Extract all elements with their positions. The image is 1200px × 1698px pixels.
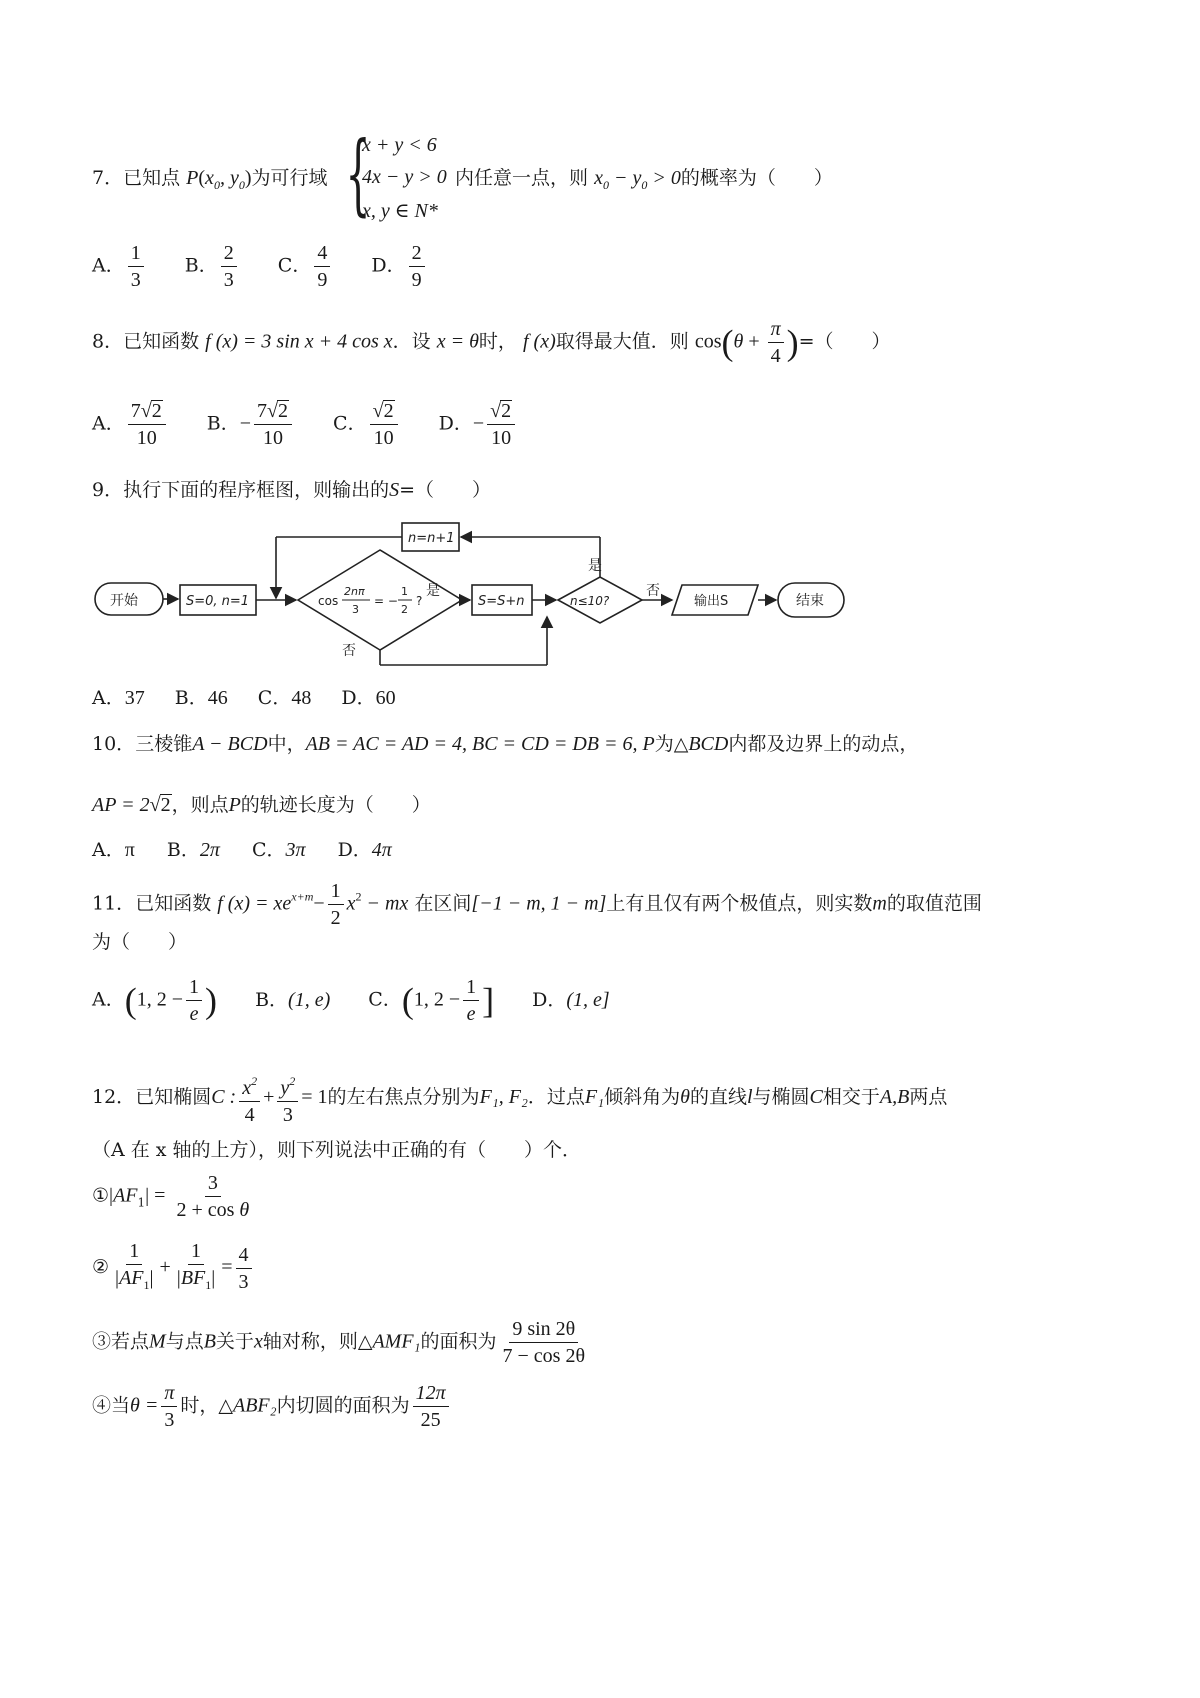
q10-option-c[interactable]: C．3π <box>251 839 306 861</box>
q9-option-b[interactable]: B．46 <box>174 687 228 709</box>
q10-options <box>92 838 424 862</box>
q9-flowchart <box>90 515 860 675</box>
q11-line2: 为（ ） <box>92 931 188 953</box>
q8-option-a[interactable]: A． $\frac{7√2}{10}$ <box>92 400 169 449</box>
q8-option-d[interactable]: D．− $\frac{√2}{10}$ <box>439 400 519 449</box>
q9-option-a[interactable]: A．37 <box>92 687 145 709</box>
q11-option-d[interactable]: D．(1, e] <box>532 988 610 1011</box>
q9-option-c[interactable]: C．48 <box>257 687 312 709</box>
q11-option-a[interactable]: A．(1, 2 − $\frac{1}{e}$ ) <box>92 976 218 1025</box>
q7-options <box>92 242 460 291</box>
q12-line1: 12．已知椭圆C : $\frac{x^2}{4}$ + $\frac{y^2}{3}$ = 1的左右焦点分别为F₁, F₂．过点F₁倾斜角为θ的直线l与椭圆C相交于A,B两点 <box>92 1070 947 1126</box>
flow-update-label: S=S+n <box>478 594 525 609</box>
q8-options <box>92 400 550 449</box>
q11-option-c[interactable]: C．(1, 2 − $\frac{1}{e}$ ] <box>368 976 495 1025</box>
q12-statement-1: $①|AF_1|$ = $\frac{3}{\text{2 + cos θ}}$ <box>92 1172 250 1221</box>
flow-cos-c: 3 <box>352 603 359 616</box>
q10-line1: 10．三棱锥A − BCD中，AB = AC = AD = 4, BC = CD = DB = 6, P为△BCD内都及边界上的动点， <box>92 733 919 755</box>
q10-number: 10． <box>92 733 136 755</box>
q7-cond2: 4x − y > 0 <box>362 166 447 188</box>
flow-end-label: 结束 <box>796 593 824 609</box>
flow-init-label: S=0, n=1 <box>186 594 250 609</box>
q8-stem: 8．已知函数 f (x) = 3 sin x + 4 cos x．设 x = θ时， f (x)取得最大值．则 cos(θ + $\frac{\pi}{4}$ )=（ ） <box>92 318 891 367</box>
flow-output-label: 输出S <box>694 594 729 609</box>
flow-yes1-label: 是 <box>426 583 440 599</box>
q7-option-d[interactable]: D． $\frac{2}{9}$ <box>371 242 427 291</box>
q8-number: 8． <box>92 330 124 353</box>
flow-no1-label: 否 <box>342 643 356 659</box>
q11-options <box>92 976 642 1025</box>
q7-tail: 内任意一点，则 $x_0 - y_0 > 0$的概率为（ ） <box>455 167 833 192</box>
q9-options <box>92 686 428 710</box>
q9-number: 9． <box>92 479 124 501</box>
q7-brace: { <box>345 122 371 225</box>
q9-stem: 9．执行下面的程序框图，则输出的S=（ ） <box>92 479 492 501</box>
flow-cos-d: = − <box>374 594 398 608</box>
q7-cond1: x + y < 6 <box>362 134 437 156</box>
q11-option-b[interactable]: B．(1, e) <box>255 988 331 1011</box>
q7-option-a[interactable]: A． $\frac{1}{3}$ <box>92 242 147 291</box>
flow-cos-f: 2 <box>401 603 408 616</box>
q12-line2: （A 在 x 轴的上方），则下列说法中正确的有（ ）个． <box>92 1139 582 1161</box>
flow-incr-label: n=n+1 <box>408 531 455 546</box>
flow-cos-e: 1 <box>401 585 408 598</box>
flow-cos-g: ? <box>416 594 423 608</box>
q8-option-b[interactable]: B．− $\frac{7√2}{10}$ <box>207 400 295 449</box>
q10-option-b[interactable]: B．2π <box>166 839 220 861</box>
q12-statement-3: ③若点M与点B关于x轴对称，则△AMF₁的面积为 $\frac{9 \sin 2\theta}{7 - \cos 2\theta}$ <box>92 1318 586 1367</box>
q10-option-a[interactable]: A．π <box>92 839 135 861</box>
q10-line2: AP = 2√2，则点P的轨迹长度为（ ） <box>92 794 431 816</box>
flow-yes2-label: 是 <box>588 558 602 574</box>
q7-number: 7． <box>92 167 124 189</box>
q12-statement-2: ② $\frac{1}{|AF_1|}$ + $\frac{1}{|BF_1|}$ = $\frac{4}{3}$ <box>92 1240 255 1296</box>
q7-option-b[interactable]: B． $\frac{2}{3}$ <box>185 242 240 291</box>
q12-statement-4: ④当θ = $\frac{\pi}{3}$ 时，△ABF₂内切圆的面积为 $\frac{12\pi}{25}$ <box>92 1382 452 1431</box>
q9-option-d[interactable]: D．60 <box>341 687 396 709</box>
flow-no2-label: 否 <box>646 583 660 599</box>
q12-number: 12． <box>92 1086 136 1108</box>
flow-loop-cond-label: n≤10? <box>570 594 610 608</box>
q8-option-c[interactable]: C． $\frac{√2}{10}$ <box>333 400 401 449</box>
q7-cond3: x, y ∈ N* <box>362 200 438 222</box>
q11-number: 11． <box>92 892 136 915</box>
q7-option-c[interactable]: C． $\frac{4}{9}$ <box>278 242 334 291</box>
flow-cos-b: 2nπ <box>344 585 365 598</box>
q10-option-d[interactable]: D．4π <box>337 839 392 861</box>
flow-start-label: 开始 <box>110 593 138 609</box>
flow-cos-a: cos <box>318 594 339 608</box>
q11-line1: 11．已知函数 f $(x) = xe^{x+m}-$ $\frac{1}{2}$ $x^2$ − mx 在区间[−1 − m, 1 − m]上有且仅有两个极值点，则实数m的取值范围 <box>92 880 982 929</box>
q7-stem: 7．已知点 $P(x_0$, $y_0$)为可行域 <box>92 167 328 192</box>
q7-point: $P(x_0$, $y_0$) <box>186 167 252 192</box>
